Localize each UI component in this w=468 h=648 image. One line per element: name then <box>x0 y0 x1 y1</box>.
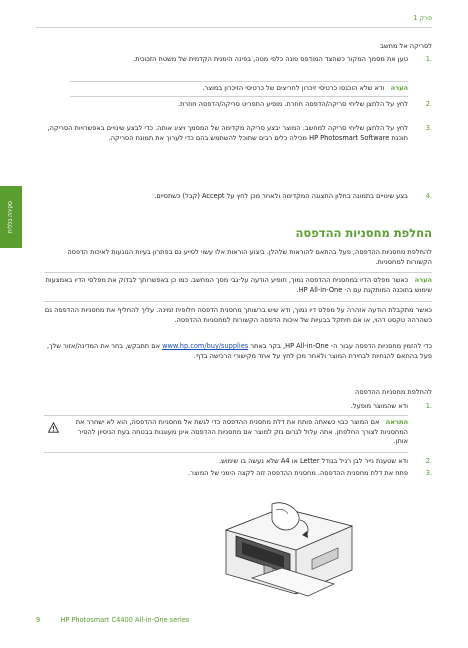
side-tab-label: סקירה כללית <box>8 200 14 234</box>
step-text: לחץ על הלחצן שליחי סריקה/הדפסה חוזרת. מופיע התפריט סריקה/הדפסה חוזרת. <box>178 100 408 108</box>
replace-intro: להחלפת מחסניות ההדפסה, פעל בהתאם להוראות שלהלן. ביצוע הוראות אלו עשוי לסייע גם בפתרון בעיות הנוגעות לאיכות הדפסה הקשורות למחסניות. <box>67 248 432 266</box>
supplies-link[interactable]: www.hp.com/buy/supplies <box>162 342 249 350</box>
step-number: 1. <box>425 402 432 410</box>
procedure-title: להחלפת מחסניות ההדפסה <box>355 388 432 396</box>
ink-note <box>44 276 432 295</box>
note-text: כאשר מפלס הדיו במחסנית ההדפסה נמוך, תופיע הודעה על-גבי מסך המחשב. כמו כן באפשרותך לבדוק את מפלסי הדיו באמצעות שימוש בתוכנה המותקנת עם ה- HP All-in-One. <box>45 276 432 294</box>
step-number: 2. <box>425 457 432 465</box>
warning-label: התראה <box>385 418 408 426</box>
chapter-label: פרק 1 <box>413 14 432 22</box>
footer <box>36 616 189 624</box>
step-number: 1. <box>425 55 432 63</box>
note-text: ודא שלא הוכנסו כרטיסי זיכרון לחריצים של כרטיסי הזיכרון במוצר. <box>202 84 385 92</box>
step-text: ודא שטענת נייר לבן רגיל בגודל Letter או A4 שלא נעשה בו שימוש. <box>219 457 408 465</box>
order-text-post: אם תתבקש, בחר את המדינה/אזור שלך, פעל בהתאם להנחיות לבחירת המוצר ולאחר מכן לחץ על אחד מקישורי הרכישה בדף. <box>46 342 432 360</box>
step-number: 4. <box>425 192 432 200</box>
section-heading: החלפת מחסניות ההדפסה <box>295 226 432 240</box>
page-number: 9 <box>36 616 41 624</box>
header-divider <box>36 27 432 28</box>
note-label: הערה <box>390 84 408 92</box>
scan-intro: לסריקה אל מחשב <box>380 42 432 50</box>
order-paragraph <box>44 342 432 361</box>
step-text: פתח את דלת מחסנית ההדפסה. מחסנית ההדפסה זזה לקצה הימני של המוצר. <box>188 469 408 477</box>
step-number: 3. <box>425 469 432 477</box>
product-name: HP Photosmart C4400 All-in-One series <box>60 616 190 624</box>
note-label: הערה <box>414 276 432 284</box>
step-text: לחץ על הלחצן שליחי סריקה למחשב. המוצר יבצע סריקה מקדימה של המסמך ויציג אותה. כדי לבצע שינויים באפשרויות הסריקה, תוכנת HP Photosmart Software מכילה כלים רבים שתוכל להשתמש בהם כדי לערוך את תמונת הסריקה. <box>47 124 408 142</box>
note-divider-bottom <box>70 96 408 97</box>
step-number: 3. <box>425 124 432 132</box>
warning-icon <box>48 418 59 429</box>
step-number: 2. <box>425 100 432 108</box>
scan-note <box>70 84 408 94</box>
warning-divider-top <box>44 415 408 416</box>
side-tab[interactable] <box>0 186 22 248</box>
printer-illustration <box>212 500 362 600</box>
note2-divider-bottom <box>44 301 432 302</box>
warning-divider-bottom <box>44 452 408 453</box>
note2-divider-top <box>44 272 432 273</box>
warning-block <box>64 418 408 447</box>
warning-text: אם המוצר כבוי כשאתה פותח את דלת מחסנית ההדפסה כדי לגשת אל מחסניות ההדפסה, הוא לא ישחרר את המחסניות לצורך החלפתן. אתה עלול לגרום נזק למוצר אם מחסניות ההדפסה אינן מעוגנות בבטחה בעת הניסיון להסיר אותן. <box>75 418 408 446</box>
step-text: ודא שהמוצר מופעל. <box>350 402 408 410</box>
low-ink-paragraph: כאשר מתקבלת הודעה אזהרה על מפלס דיו נמוך, ודא שיש ברשותך מחסנית הדפסה חלופית זמינה. עליך להחליף את מחסניות ההדפסה גם כשהרהה טקסט דהוי, או אם תיתקל בבעיות של איכות הדפסה הקשורות למחסניות ההדפסה. <box>44 306 432 324</box>
step-text: בצע שינויים בתמונה בחלון התצוגה המקדימה ולאחר מכן לחץ על Accept (קבל) כשתסיים. <box>154 192 408 200</box>
order-text-pre: כדי להזמין מחסניות הדפסה עבור ה- HP All-in-One, בקר באתר <box>250 342 432 350</box>
note-divider-top <box>70 81 408 82</box>
step-text: טען את מסמך המקור כשהצד המודפס פונה כלפי מטה, בפינה הימנית הקדמית של משטח הזכוכית. <box>133 55 408 63</box>
